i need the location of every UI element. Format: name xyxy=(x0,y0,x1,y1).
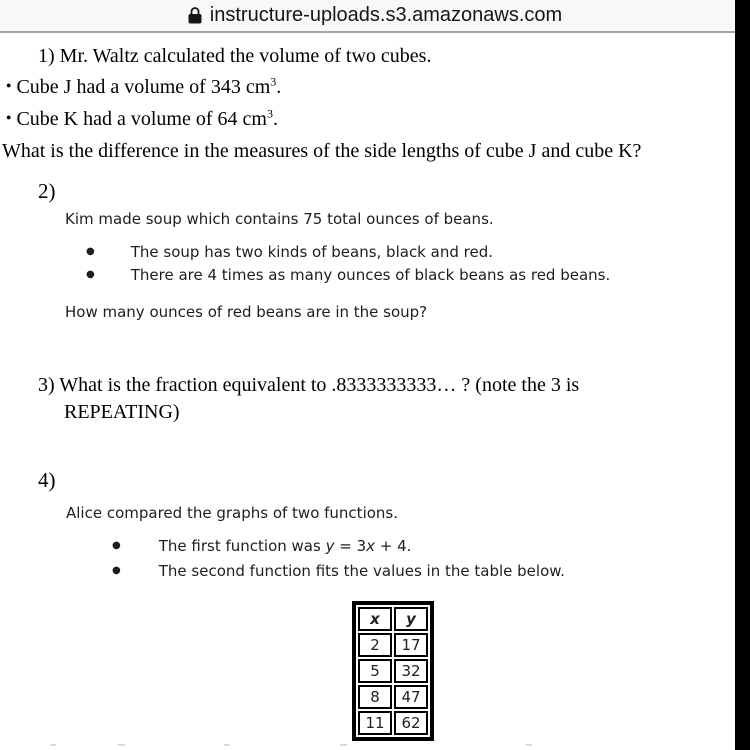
table-cell: 8 xyxy=(358,685,392,709)
table-cell: 32 xyxy=(394,659,428,683)
table-header-row xyxy=(358,607,428,631)
equation-var-x: x xyxy=(366,537,376,555)
bullet-dot-icon: ● xyxy=(6,112,12,122)
bullet-dot-icon: ● xyxy=(86,246,95,257)
equation-text: + 4. xyxy=(375,537,412,555)
table-header-y: y xyxy=(394,607,428,631)
problem-4-bullet-1 xyxy=(112,537,411,555)
equation-var-y: y xyxy=(325,537,335,555)
table-cell: 47 xyxy=(394,685,428,709)
url-bar[interactable] xyxy=(0,0,750,33)
problem-4-bullet-2 xyxy=(112,562,565,580)
problem-1-heading: 1) Mr. Waltz calculated the volume of two cubes. xyxy=(38,45,432,67)
bullet-dot-icon: ● xyxy=(112,540,121,551)
table-cell: 62 xyxy=(394,711,428,735)
problem-2-question: How many ounces of red beans are in the soup? xyxy=(65,303,428,321)
url-domain-text: instructure-uploads.s3.amazonaws.com xyxy=(209,4,563,26)
table-cell: 2 xyxy=(358,633,392,657)
table-row xyxy=(358,659,428,683)
problem-2-bullet-1 xyxy=(86,243,493,261)
bullet-text-end: . xyxy=(272,108,278,130)
table-row xyxy=(358,633,428,657)
equation-text: The first function was xyxy=(158,537,326,555)
lock-icon xyxy=(188,7,202,24)
table-cell: 11 xyxy=(358,711,392,735)
problem-3-line-2: REPEATING) xyxy=(64,401,180,423)
problem-2-intro: Kim made soup which contains 75 total ounces of beans. xyxy=(65,210,494,228)
table-header-x: x xyxy=(358,607,392,631)
problem-1-question: What is the difference in the measures of the side lengths of cube J and cube K? xyxy=(2,140,642,162)
problem-2-bullet-2 xyxy=(86,266,610,284)
superscript-3: 3 xyxy=(270,74,277,89)
problem-4-intro: Alice compared the graphs of two functions. xyxy=(66,504,398,522)
bullet-text-end: . xyxy=(276,76,282,98)
bullet-dot-icon: ● xyxy=(86,269,95,280)
bullet-text: Cube J had a volume of 343 cm xyxy=(16,76,271,98)
right-letterbox-bar xyxy=(735,0,750,750)
table-row xyxy=(358,711,428,735)
values-table xyxy=(352,601,434,741)
bullet-text: The soup has two kinds of beans, black and red. xyxy=(130,243,493,261)
superscript-3: 3 xyxy=(266,106,273,121)
table-cell: 17 xyxy=(394,633,428,657)
problem-1-bullet-2 xyxy=(6,108,278,131)
equation-text: = 3 xyxy=(334,537,367,555)
table-cell: 5 xyxy=(358,659,392,683)
problem-3-line-1: 3) What is the fraction equivalent to .8333333333… ? (note the 3 is xyxy=(38,374,580,396)
bullet-dot-icon: ● xyxy=(112,565,121,576)
problem-4-number: 4) xyxy=(38,468,56,492)
bullet-text: There are 4 times as many ounces of black beans as red beans. xyxy=(130,266,611,284)
bullet-text: Cube K had a volume of 64 cm xyxy=(16,108,267,130)
table-row xyxy=(358,685,428,709)
problem-1-bullet-1 xyxy=(6,76,281,99)
bullet-text: The second function fits the values in the table below. xyxy=(158,562,565,580)
problem-2-number: 2) xyxy=(38,179,56,203)
bullet-dot-icon: ● xyxy=(6,80,12,90)
